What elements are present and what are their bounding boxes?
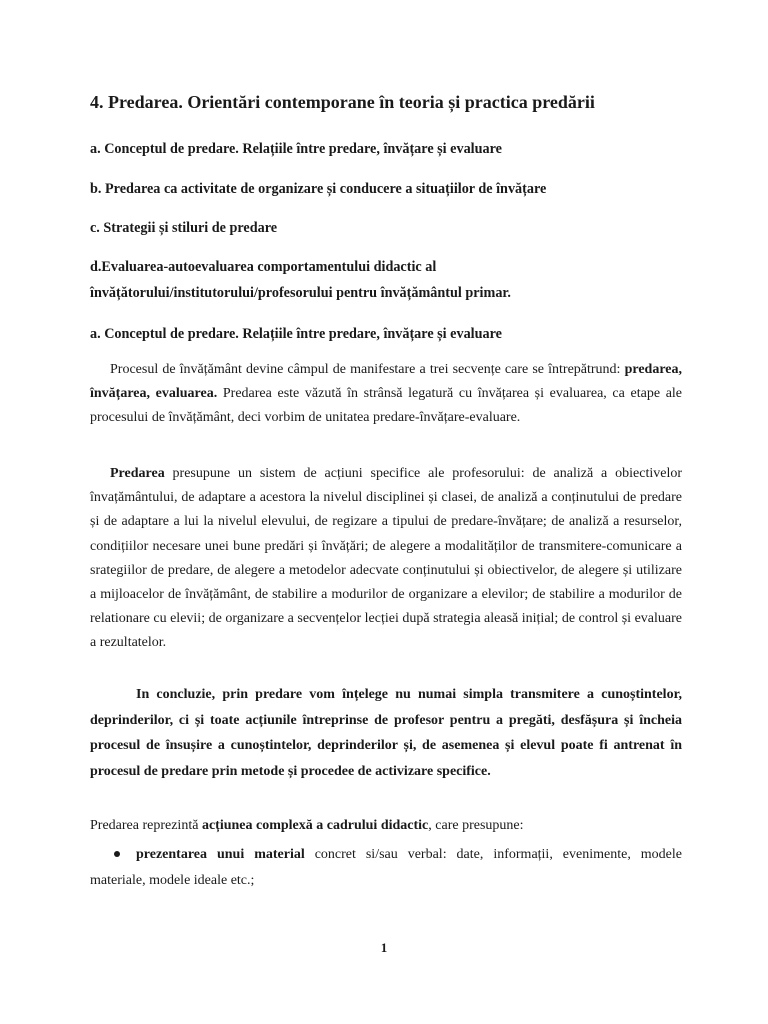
paragraph-2: Predarea presupune un sistem de acțiuni specifice ale profesorului: de analiză a obiectivelor învațământului, de adaptare a acestora la nivelul disciplinei și clasei, de analiză a conținutului de predare și de adaptare a lui la nivelul elevului, de regizare a tipului de predare-învățare; de analiză a resurselor, condițiilor necesare unei bune predări și învățări; de alegere a modalităților de transmitere-comunicare a srategiilor de predare, de alegere a metodelor adecvate conținutului și obiectivelor, de alegere și utilizare a mijloacelor de învățământ, de stabilire a modurilor de organizare a elevilor; de stabilire a modurilor de relationare cu elevii; de organizare a secvențelor lecției după strategia aleasă inițial; de control și evaluare a rezultatelor. — [90, 466, 682, 651]
subheading-d: d.Evaluarea-autoevaluarea comportamentului didactic al învățătorului/institutorului/profesorului pentru învățământul primar. — [90, 259, 511, 301]
subheading-b: b. Predarea ca activitate de organizare și conducere a situațiilor de învățare — [90, 181, 547, 197]
bullet-dot-icon — [114, 851, 120, 857]
paragraph-1: Procesul de învățământ devine câmpul de manifestare a trei secvențe care se întrepătrund: predarea, învățarea, evaluarea. Predarea este văzută în strânsă legatură cu învățarea și evaluarea, ca etape ale procesului de învățământ, deci vorbim de unitatea predare-învățare-evaluare. — [90, 362, 683, 426]
bullet-item — [90, 842, 682, 894]
subheading-c: c. Strategii și stiluri de predare — [90, 220, 278, 236]
paragraph-4: Predarea reprezintă acțiunea complexă a cadrului didactic, care presupune: — [90, 818, 524, 833]
paragraph-conclusion: In concluzie, prin predare vom înțelege nu numai simpla transmitere a cunoștintelor, deprinderilor, ci și toate acțiunile întreprinse de profesor pentru a pregăti, desfășura și încheia procesul de însușire a cunoștintelor, deprinderilor și, de asemenea și elevul poate fi antrenat în procesul de predare prin metode și procedee de activizare specifice. — [90, 687, 682, 779]
subheading-a-repeat: a. Conceptul de predare. Relațiile între predare, învățare și evaluare — [90, 326, 502, 342]
subheading-a: a. Conceptul de predare. Relațiile între predare, învățare și evaluare — [90, 141, 502, 157]
bullet-text: prezentarea unui material concret si/sau verbal: date, informații, evenimente, modele materiale, modele ideale etc.; — [90, 847, 682, 888]
page-number: 1 — [380, 940, 388, 955]
document-title: 4. Predarea. Orientări contemporane în teoria și practica predării — [90, 92, 595, 112]
